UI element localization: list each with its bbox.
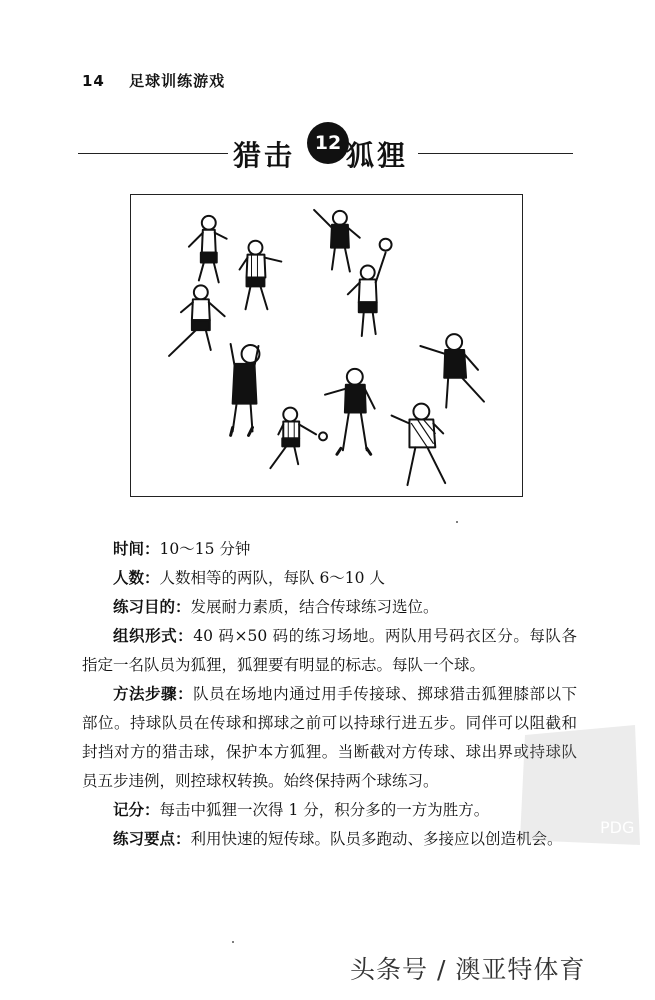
section-points [82, 825, 577, 854]
section-text: 利用快速的短传球。队员多跑动、多接应以创造机会。 [190, 830, 563, 848]
soccer-players-illustration [130, 194, 523, 497]
player-figure [231, 344, 260, 435]
soccer-ball [380, 239, 392, 251]
chapter-number-badge: 12 [307, 122, 349, 164]
player-figure [169, 285, 225, 356]
player-figure [325, 369, 375, 454]
section-players [82, 564, 577, 593]
section-format [82, 622, 577, 680]
player-figure [314, 210, 360, 272]
chapter-title [78, 120, 573, 180]
section-text: 40 码×50 码的练习场地。两队用号码衣区分。每队各指定一名队员为狐狸，狐狸要有明显的标志。每队一个球。 [82, 627, 577, 674]
page-number: 14 [82, 72, 105, 90]
section-label: 练习目的： [113, 598, 191, 616]
section-label: 组织形式： [113, 627, 194, 645]
title-rule-right [418, 153, 573, 154]
player-figure [392, 404, 446, 485]
section-text: 每击中狐狸一次得 1 分，积分多的一方为胜方。 [159, 801, 490, 819]
player-figure [189, 216, 227, 283]
player-figure [348, 253, 386, 336]
title-rule-left [78, 153, 228, 154]
section-label: 时间： [113, 540, 160, 558]
section-label: 练习要点： [113, 830, 191, 848]
player-figure [270, 408, 316, 469]
section-text: 队员在场地内通过用手传接球、掷球猎击狐狸膝部以下部位。持球队员在传球和掷球之前可以持球行进五步。同伴可以阻截和封挡对方的猎击球，保护本方狐狸。当断截对方传球、球出界或持球队员五步违例，则控球权转换。始终保持两个球练习。 [82, 685, 577, 790]
page-header [82, 70, 225, 91]
watermark-text: 头条号 / 澳亚特体育 [350, 955, 586, 984]
section-time [82, 535, 577, 564]
section-scoring [82, 796, 577, 825]
book-title: 足球训练游戏 [129, 72, 226, 90]
section-label: 方法步骤： [113, 685, 194, 703]
soccer-ball [319, 432, 327, 440]
stamp-text: PDG [600, 818, 635, 837]
section-method [82, 680, 577, 796]
section-purpose [82, 593, 577, 622]
section-text: 10～15 分钟 [159, 540, 251, 558]
section-label: 记分： [113, 801, 160, 819]
player-figure [420, 334, 484, 408]
player-figure [240, 241, 282, 310]
section-label: 人数： [113, 569, 160, 587]
title-right: 狐狸 [346, 139, 409, 172]
title-left: 猎击 [233, 139, 296, 172]
section-text: 发展耐力素质，结合传球练习选位。 [190, 598, 439, 616]
library-stamp [515, 715, 645, 855]
body-text [82, 535, 577, 854]
section-text: 人数相等的两队，每队 6～10 人 [159, 569, 385, 587]
